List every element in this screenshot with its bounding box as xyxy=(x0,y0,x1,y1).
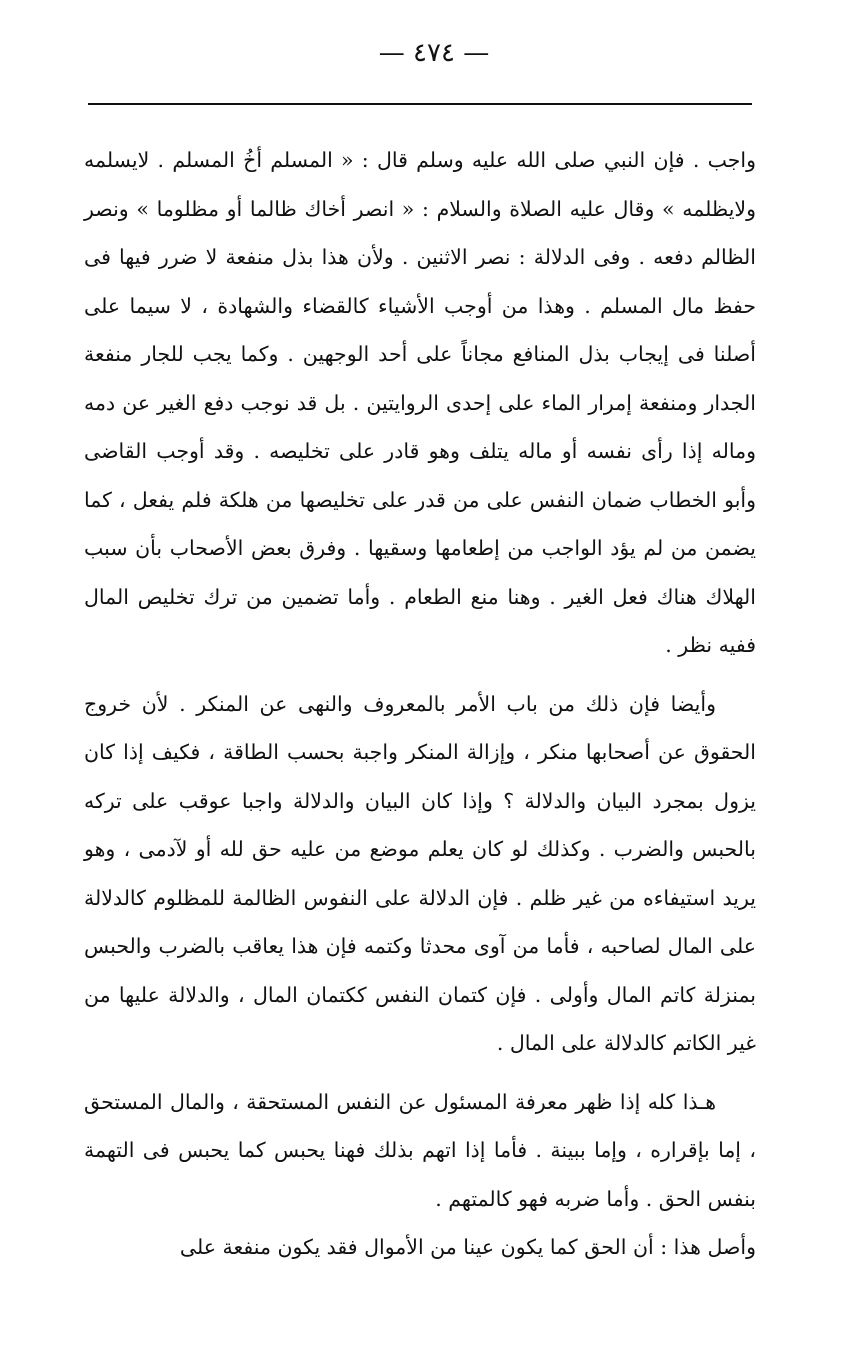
paragraph-3: هـذا كله إذا ظهر معرفة المسئول عن النفس المستحقة ، والمال المستحق ، إما بإقراره ، وإما ببينة . فأما إذا اتهم بذلك فهنا يحبس كما يحبس فى التهمة بنفس الحق . وأما ضربه فهو كالمتهم . xyxy=(84,1089,756,1211)
page-number: — ٤٧٤ — xyxy=(378,38,490,68)
body-text xyxy=(84,136,756,1272)
header-divider xyxy=(88,103,752,105)
paragraph-2: وأيضا فإن ذلك من باب الأمر بالمعروف والنهى عن المنكر . لأن خروج الحقوق عن أصحابها منكر ، وإزالة المنكر واجبة بحسب الطاقة ، فكيف إذا كان يزول بمجرد البيان والدلالة ؟ وإذا كان البيان والدلالة واجبا عوقب على تركه بالحبس والضرب . وكذلك لو كان يعلم موضع من عليه حق لله أو لآدمى ، وهو يريد استيفاءه من غير ظلم . فإن الدلالة على النفوس الظالمة للمظلوم كالدلالة على المال لصاحبه ، فأما من آوى محدثا وكتمه فإن هذا يعاقب بالضرب والحبس بمنزلة كاتم المال وأولى . فإن كتمان النفس ككتمان المال ، والدلالة عليها من غير الكاتم كالدلالة على المال . xyxy=(84,691,756,1055)
paragraph-1: واجب . فإن النبي صلى الله عليه وسلم قال : « المسلم أخُ المسلم . لايسلمه ولايظلمه » وقال عليه الصلاة والسلام : « انصر أخاك ظالما أو مظلوما » ونصر الظالم دفعه . وفى الدلالة : نصر الاثنين . ولأن هذا بذل منفعة لا ضرر فيها فى حفظ مال المسلم . وهذا من أوجب الأشياء كالقضاء والشهادة ، لا سيما على أصلنا فى إيجاب بذل المنافع مجاناً على أحد الوجهين . وكما يجب للجار منفعة الجدار ومنفعة إمرار الماء على إحدى الروايتين . بل قد نوجب دفع الغير عن دمه وماله إذا رأى نفسه أو ماله يتلف وهو قادر على تخليصه . وقد أوجب القاضى وأبو الخطاب ضمان النفس على من قدر على تخليصها من هلكة فلم يفعل ، كما يضمن من لم يؤد الواجب من إطعامها وسقيها . وفرق بعض الأصحاب بأن سبب الهلاك هناك فعل الغير . وهنا منع الطعام . وأما تضمين من ترك تخليص المال ففيه نظر . xyxy=(84,148,756,657)
paragraph-4: وأصل هذا : أن الحق كما يكون عينا من الأموال فقد يكون منفعة على xyxy=(179,1235,756,1259)
